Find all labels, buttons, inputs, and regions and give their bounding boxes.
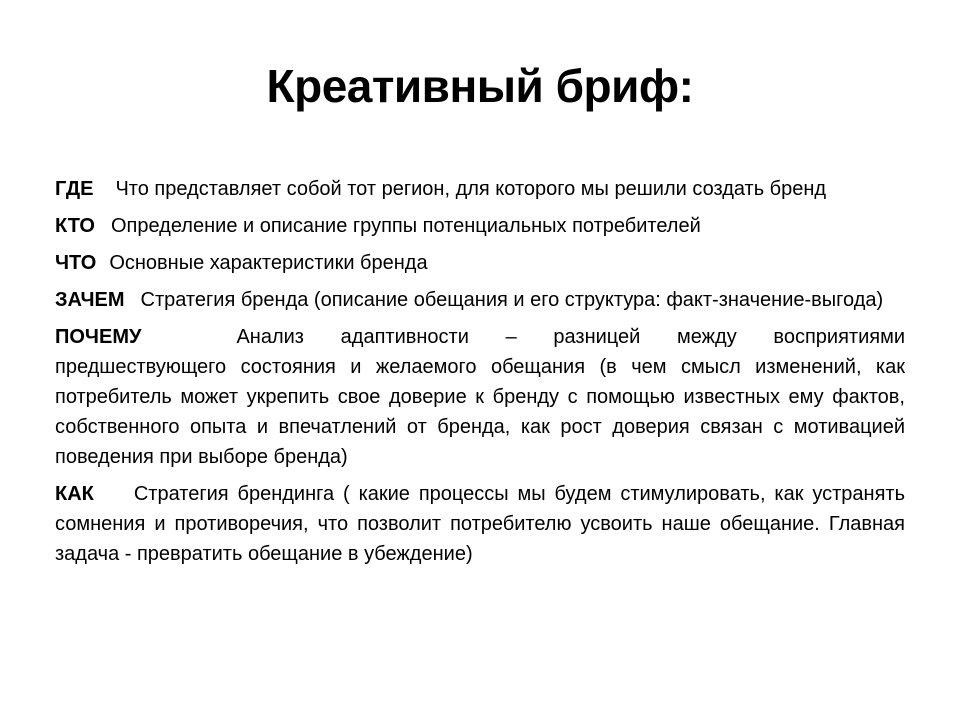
- paragraph-kak: [55, 479, 905, 569]
- tab-spacer: [125, 305, 141, 306]
- tab-spacer: [141, 342, 236, 343]
- paragraph-text: Определение и описание группы потенциальных потребителей: [110, 215, 701, 237]
- paragraph-keyword: ПОЧЕМУ: [55, 326, 142, 348]
- paragraph-chto: [55, 248, 905, 278]
- paragraph-zachem: [55, 285, 905, 315]
- paragraph-keyword: ЧТО: [55, 252, 97, 274]
- paragraph-gde: [55, 174, 905, 204]
- tab-spacer: [95, 231, 111, 232]
- paragraph-text: Основные характеристики бренда: [109, 252, 428, 274]
- paragraph-text: Анализ адаптивности – разницей между восприятиями предшествующего состояния и желаемого обещания (в чем смысл изменений, как потребитель может укрепить свое доверие к бренду с помощью известных ему фактов, собственного опыта и впечатлений от бренда, как рост доверия связан с мотивацией поведения при выборе бренда): [55, 326, 905, 468]
- paragraph-pochemu: [55, 322, 905, 472]
- paragraph-keyword: КТО: [55, 215, 95, 237]
- slide-title: Креативный бриф:: [266, 60, 694, 112]
- paragraph-text: Стратегия брендинга ( какие процессы мы будем стимулировать, как устранять сомнения и противоречия, что позволит потребителю усвоить наше обещание. Главная задача - превратить обещание в убеждение): [55, 483, 905, 565]
- tab-spacer: [96, 268, 109, 269]
- paragraph-text: Стратегия бренда (описание обещания и его структура: факт-значение-выгода): [140, 289, 884, 311]
- paragraph-keyword: ГДЕ: [55, 178, 94, 200]
- tab-spacer: [94, 499, 134, 500]
- paragraph-text: Что представляет собой тот регион, для которого мы решили создать бренд: [115, 178, 827, 200]
- tab-spacer: [93, 194, 115, 195]
- paragraph-keyword: ЗАЧЕМ: [55, 289, 125, 311]
- paragraph-keyword: КАК: [55, 483, 94, 505]
- paragraph-kto: [55, 211, 905, 241]
- slide-body: [0, 174, 960, 569]
